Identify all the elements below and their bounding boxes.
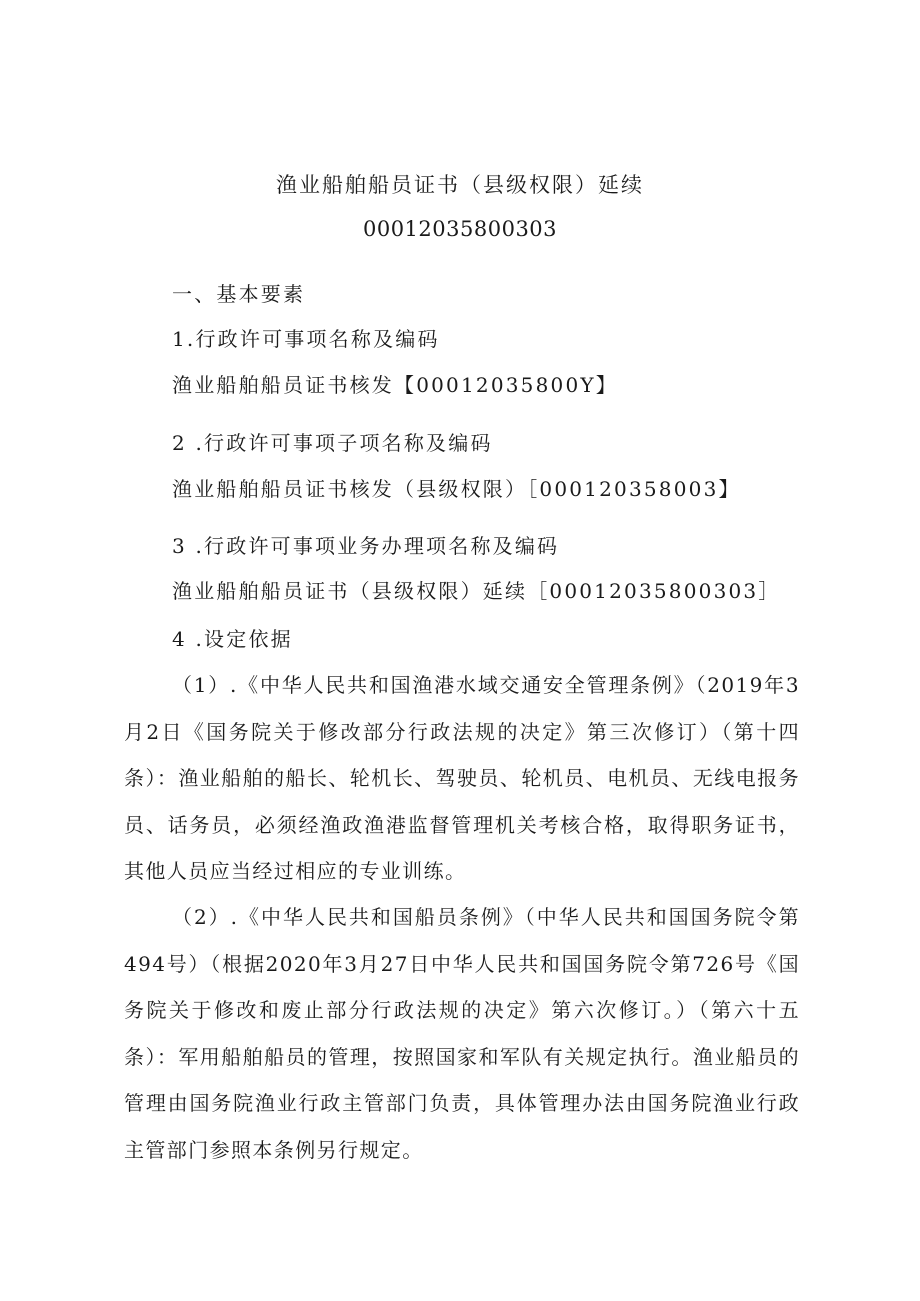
item-2-heading: 2 .行政许可事项子项名称及编码 <box>172 431 493 455</box>
item-3-heading: 3 .行政许可事项业务办理项名称及编码 <box>172 534 560 558</box>
item-1-value: 渔业船舶船员证书核发【00012035800Y】 <box>172 373 618 397</box>
item-1-heading: 1.行政许可事项名称及编码 <box>172 327 440 351</box>
document-title: 渔业船舶船员证书（县级权限）延续 <box>276 173 644 197</box>
item-2-value: 渔业船舶船员证书核发（县级权限）［000120358003】 <box>172 477 741 501</box>
item-3-value: 渔业船舶船员证书（县级权限）延续［00012035800303］ <box>172 579 781 603</box>
legal-basis-paragraph-1: （1）.《中华人民共和国渔港水域交通安全管理条例》（2019年3月2日《国务院关于修改部分行政法规的决定》第三次修订）（第十四条）：渔业船舶的船长、轮机长、驾驶员、轮机员、电机员、无线电报务员、话务员，必须经渔政渔港监督管理机关考核合格，取得职务证书，其他人员应当经过相应的专业训练。 <box>124 673 800 884</box>
item-4-heading: 4 .设定依据 <box>172 627 293 651</box>
document-code: 00012035800303 <box>362 217 558 241</box>
legal-basis-paragraph-2: （2）.《中华人民共和国船员条例》（中华人民共和国国务院令第494号）（根据2020年3月27日中华人民共和国国务院令第726号《国务院关于修改和废止部分行政法规的决定》第六次修订。）（第六十五条）：军用船舶船员的管理，按照国家和军队有关规定执行。渔业船员的管理由国务院渔业行政主管部门负责，具体管理办法由国务院渔业行政主管部门参照本条例另行规定。 <box>124 905 800 1162</box>
section-heading-basic-elements: 一、基本要素 <box>172 282 306 306</box>
